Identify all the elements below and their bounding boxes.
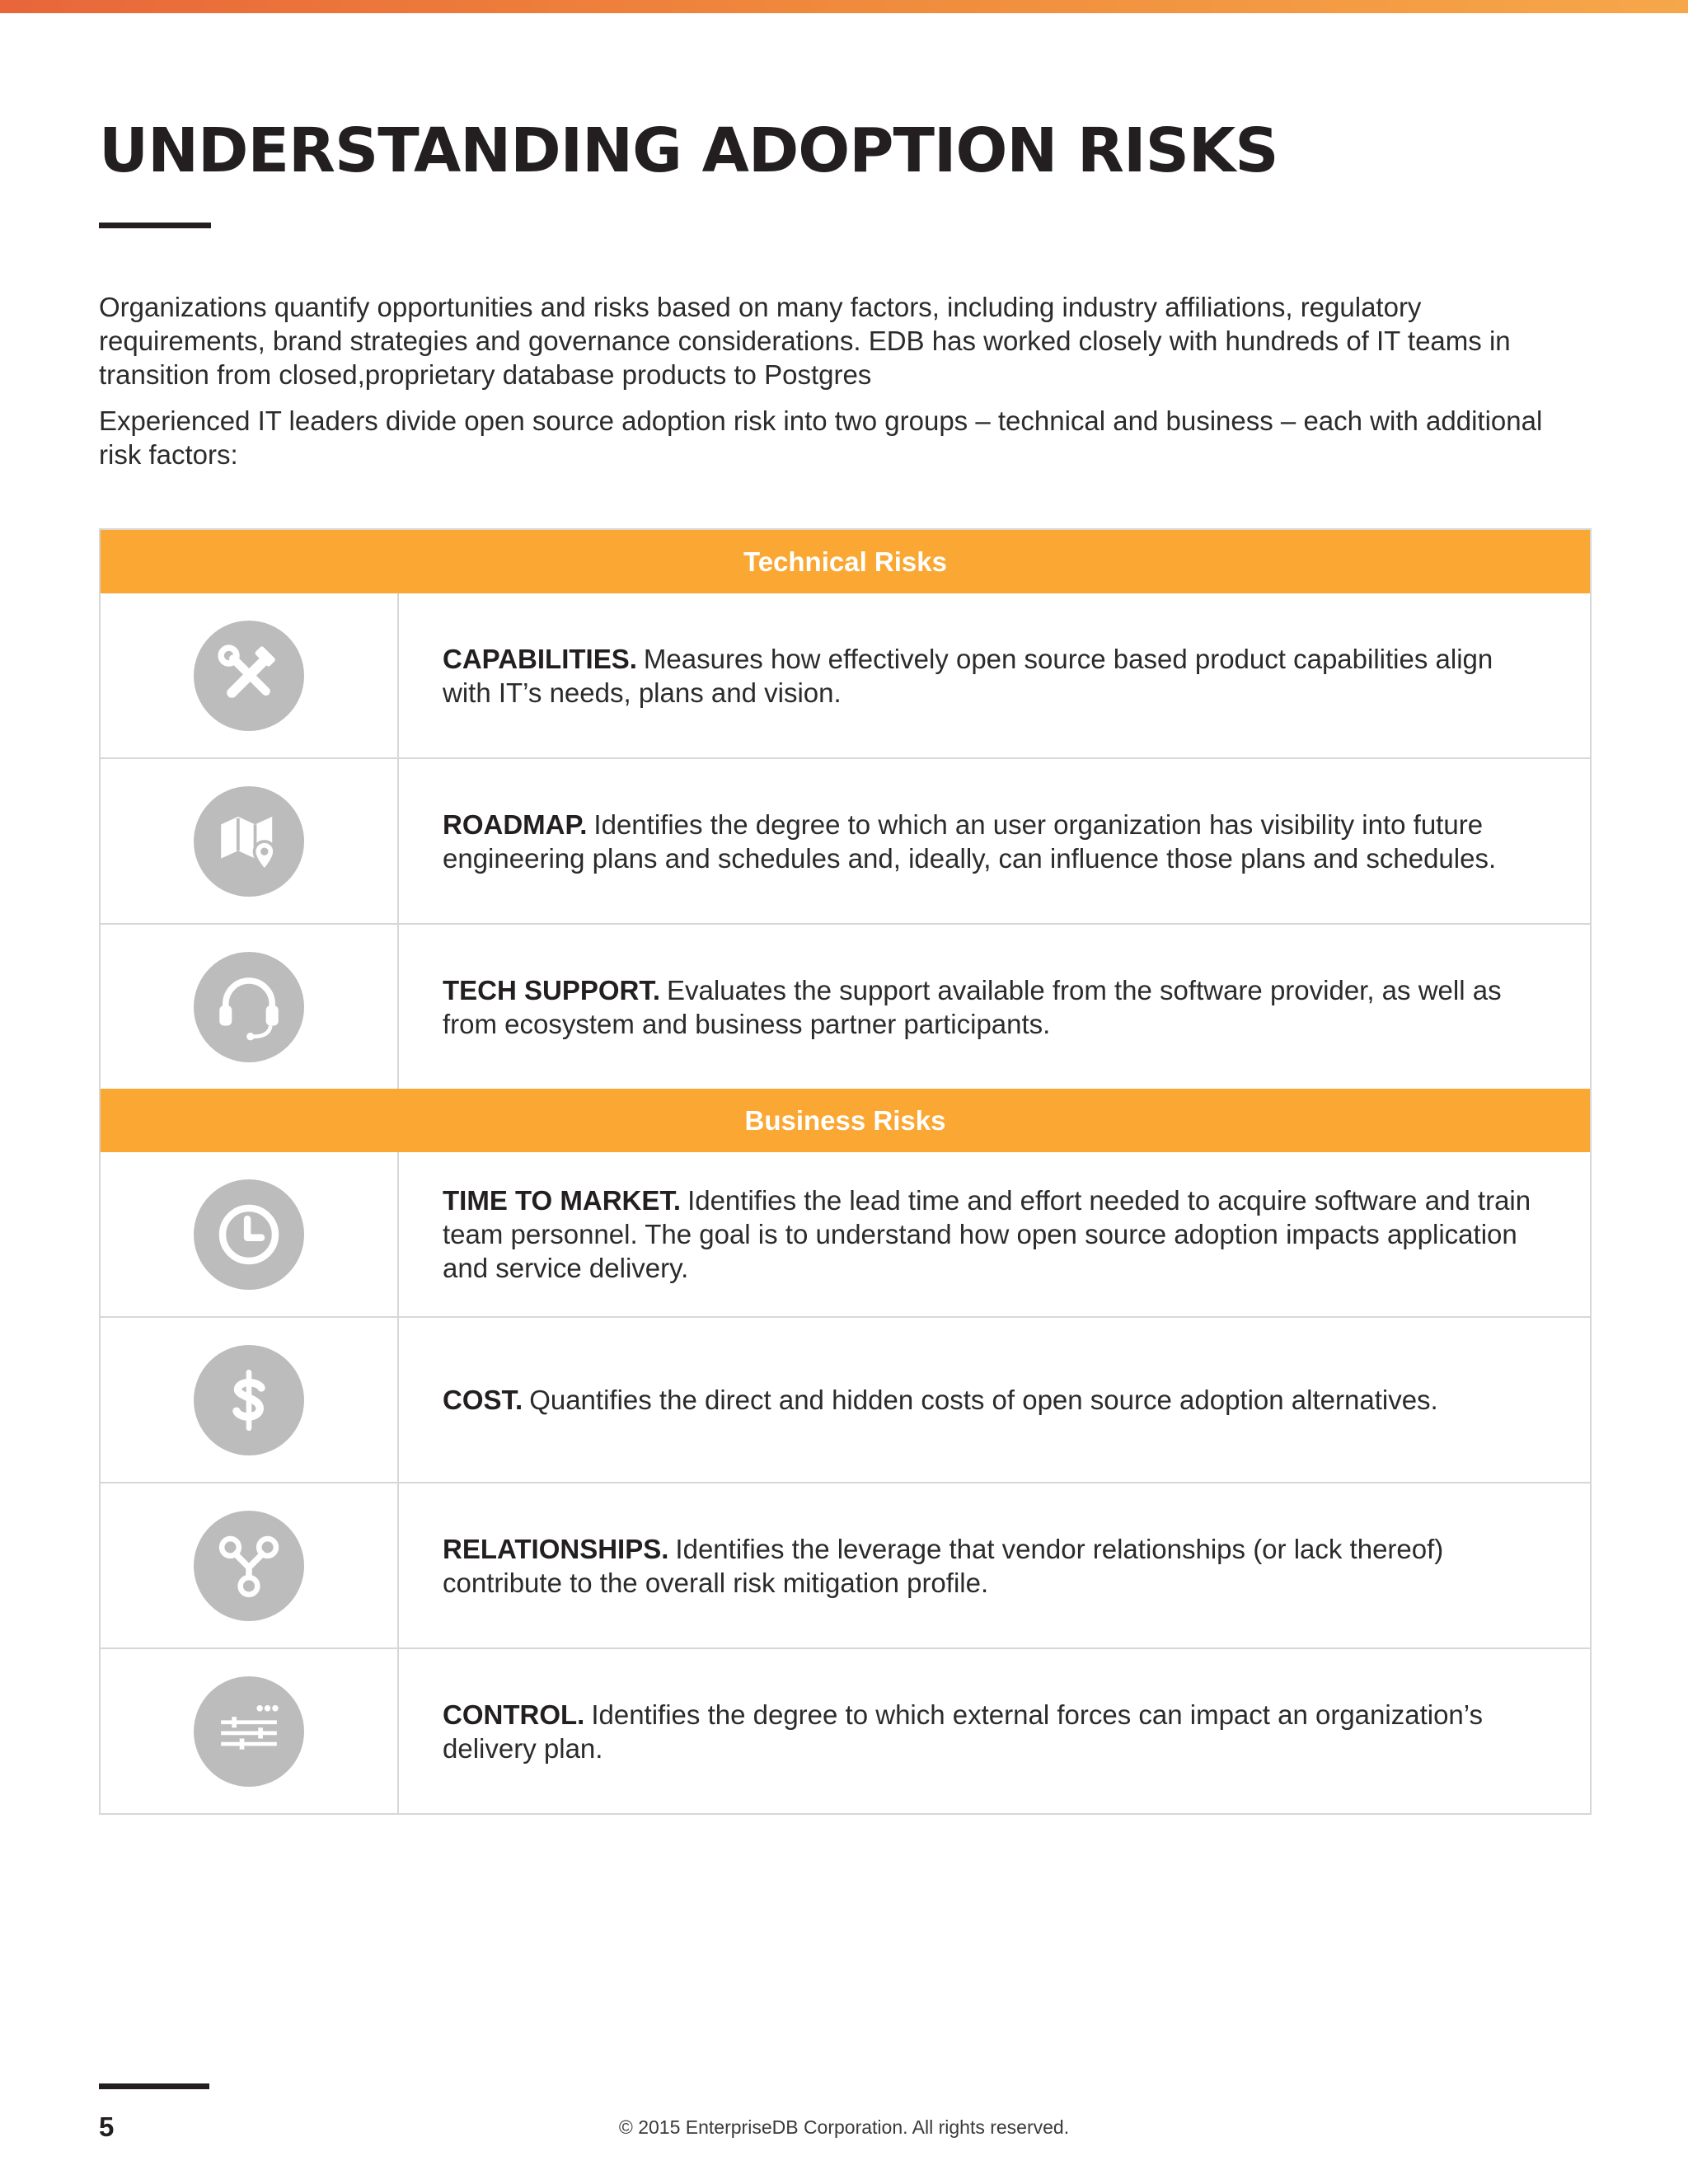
risk-row-control — [101, 1647, 1590, 1813]
risk-description — [399, 1483, 1590, 1647]
copyright-notice: © 2015 EnterpriseDB Corporation. All rights reserved. — [618, 2116, 1070, 2138]
risk-label: CONTROL. — [443, 1699, 585, 1730]
headset-icon — [194, 952, 304, 1062]
title-underline — [99, 223, 211, 228]
page-title: UNDERSTANDING ADOPTION RISKS — [99, 115, 1278, 186]
icon-cell — [101, 759, 399, 923]
map-pin-icon — [194, 786, 304, 897]
risk-description — [399, 1318, 1590, 1482]
risk-text: Measures how effectively open source based product capabilities align with IT’s needs, plans and vision. — [443, 643, 1493, 708]
risk-text: Evaluates the support available from the software provider, as well as from ecosystem and business partner participants. — [443, 974, 1502, 1039]
clock-icon — [194, 1179, 304, 1290]
risk-label: TECH SUPPORT. — [443, 974, 661, 1005]
risk-row-roadmap — [101, 757, 1590, 923]
risk-label: COST. — [443, 1385, 523, 1415]
risk-row-tech-support — [101, 923, 1590, 1089]
risk-row-cost — [101, 1316, 1590, 1482]
icon-cell — [101, 593, 399, 757]
icon-cell — [101, 1483, 399, 1647]
tools-icon — [194, 621, 304, 731]
page-number: 5 — [99, 2111, 115, 2142]
risk-description — [399, 593, 1590, 757]
sliders-icon — [194, 1676, 304, 1787]
footer-rule — [99, 2083, 209, 2089]
icon-cell — [101, 925, 399, 1089]
risk-text: Identifies the lead time and effort needed to acquire software and train team personnel. The goal is to understand how open source adoption impacts application and service delivery. — [443, 1185, 1531, 1283]
technical-risks-header: Technical Risks — [101, 530, 1590, 593]
risk-text: Identifies the leverage that vendor relationships (or lack thereof) contribute to the overall risk mitigation profile. — [443, 1533, 1444, 1598]
risk-label: ROADMAP. — [443, 808, 588, 840]
intro-paragraph-1: Organizations quantify opportunities and risks based on many factors, including industry affiliations, regulatory requirements, brand strategies and governance considerations. EDB has worked closely with hundreds of IT teams in transition from closed,proprietary database products to Postgres — [99, 292, 1511, 390]
risk-description — [399, 925, 1590, 1089]
risk-label: RELATIONSHIPS. — [443, 1533, 669, 1564]
icon-cell — [101, 1649, 399, 1813]
dollar-icon — [194, 1345, 304, 1455]
icon-cell — [101, 1152, 399, 1316]
risk-text: Quantifies the direct and hidden costs of open source adoption alternatives. — [529, 1385, 1438, 1415]
risk-table — [99, 528, 1592, 1815]
risk-row-capabilities — [101, 593, 1590, 757]
risk-label: CAPABILITIES. — [443, 643, 637, 674]
risk-description — [399, 759, 1590, 923]
risk-text: Identifies the degree to which external forces can impact an organization’s delivery plan. — [443, 1699, 1484, 1764]
risk-description — [399, 1152, 1590, 1316]
risk-description — [399, 1649, 1590, 1813]
network-icon — [194, 1511, 304, 1621]
risk-row-relationships — [101, 1482, 1590, 1647]
intro-text — [99, 290, 1591, 484]
risk-label: TIME TO MARKET. — [443, 1185, 682, 1216]
risk-row-time-to-market — [101, 1152, 1590, 1316]
icon-cell — [101, 1318, 399, 1482]
top-accent-bar — [0, 0, 1688, 13]
risk-text: Identifies the degree to which an user organization has visibility into future engineering plans and schedules and, ideally, can influence those plans and schedules. — [443, 808, 1497, 874]
business-risks-header: Business Risks — [101, 1089, 1590, 1152]
intro-paragraph-2: Experienced IT leaders divide open source adoption risk into two groups – technical and business – each with additional risk factors: — [99, 405, 1543, 470]
